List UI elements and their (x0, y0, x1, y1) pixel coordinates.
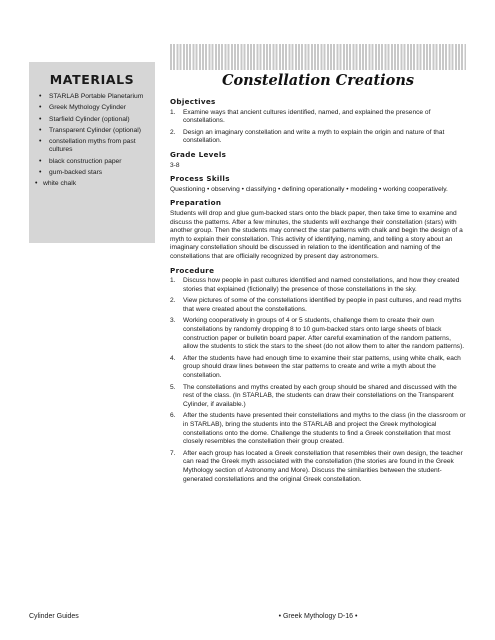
preparation-heading: Preparation (170, 198, 222, 208)
procedure-step (170, 277, 466, 294)
objective-text: Examine ways that ancient cultures identified, named, and explained the presence of constellations. (183, 108, 431, 125)
procedure-step (170, 317, 466, 351)
page-header (170, 44, 466, 92)
procedure-step (170, 384, 466, 410)
objective-text: Design an imaginary constellation and write a myth to explain the origin and nature of that constellation. (183, 128, 445, 145)
grade-levels-text: 3-8 (170, 161, 180, 169)
materials-item: • Transparent Cylinder (optional) (39, 127, 155, 135)
objective-number: 2. (170, 128, 176, 136)
grade-levels-heading: Grade Levels (170, 149, 227, 159)
materials-item: • Greek Mythology Cylinder (39, 104, 155, 112)
procedure-step (170, 297, 466, 314)
materials-item: • STARLAB Portable Planetarium (39, 93, 155, 101)
step-text: Discuss how people in past cultures identified and named constellations, and how they created stories that explained (fictionally) the presence of those constellations in the sky. (183, 277, 460, 293)
step-number: 5. (170, 383, 176, 391)
materials-sidebar (29, 62, 155, 243)
procedure-list (170, 277, 466, 484)
materials-item: • gum-backed stars (39, 169, 155, 177)
step-text: The constellations and myths created by each group should be shared and discussed with the rest of the class. (In STARLAB, the students can draw their constellations on the Transparent Cylinder, if available.) (183, 383, 457, 408)
procedure-step (170, 450, 466, 484)
step-text: After the students have had enough time to examine their star patterns, using white chalk, each group should draw lines between the star patterns to create and write a myth about the constellation. (183, 354, 461, 380)
step-number: 3. (170, 317, 176, 325)
footer-page-number: • Greek Mythology D-16 • (278, 613, 358, 620)
step-number: 1. (170, 277, 176, 285)
preparation-text: Students will drop and glue gum-backed stars onto the black paper, then take time to examine and discuss the patterns. After a few minutes, the students will exchange their constellation (stars) with another group. Then the students may connect the star patterns with chalk and begin the design of a myth to explain their constellation. This activity of identifying, naming, and telling a story about an imaginary constellation should be discussed in relation to the identification and naming of the constellations that are officially recognized by present day astronomers. (170, 209, 463, 260)
main-content (170, 98, 466, 489)
objective-item (170, 109, 466, 126)
objectives-heading: Objectives (170, 97, 216, 106)
process-skills-text: Questioning • observing • classifying • defining operationally • modeling • working cooperatively. (170, 185, 448, 193)
page-title: Constellation Creations (221, 72, 415, 89)
materials-title: MATERIALS (49, 72, 135, 87)
materials-item: • Starfield Cylinder (optional) (39, 116, 155, 124)
materials-item: • white chalk (35, 180, 155, 188)
step-text: After the students have presented their constellations and myths to the class (in the classroom or in STARLAB), bring the students into the STARLAB and project the Greek mythological constellations onto the dome. Challenge the students to find a Greek constellation that most closely resembles the constellation their group created. (183, 412, 466, 446)
step-number: 7. (170, 449, 176, 457)
footer-guide-name: Cylinder Guides (29, 613, 79, 620)
step-text: After each group has located a Greek constellation that resembles their own design, the teacher can read the Greek myth associated with the constellation (the stories are found in the Greek Mythology section of Astronomy and More). Discuss the similarities between the student-generated constellations and the original Greek constellation. (183, 449, 463, 483)
materials-item: • constellation myths from past cultures (39, 138, 155, 155)
objective-number: 1. (170, 108, 176, 116)
objectives-list (170, 109, 466, 146)
step-text: View pictures of some of the constellations identified by people in past cultures, and read myths that were created about the constellations. (183, 297, 462, 313)
materials-item: • black construction paper (39, 158, 155, 166)
procedure-step (170, 355, 466, 381)
step-number: 2. (170, 297, 176, 305)
step-number: 6. (170, 412, 176, 420)
procedure-step (170, 412, 466, 446)
process-skills-heading: Process Skills (170, 174, 230, 184)
materials-list (29, 93, 155, 189)
objective-item (170, 129, 466, 146)
procedure-heading: Procedure (170, 265, 215, 275)
step-number: 4. (170, 354, 176, 362)
step-text: Working cooperatively in groups of 4 or 5 students, challenge them to create their own constellations by randomly dropping 8 to 10 gum-backed stars onto large sheets of black construction paper or bulletin board paper. After careful examination of the random patterns, allow the students to stick the stars to the sheet (do not allow them to alter the random patterns). (183, 317, 465, 351)
